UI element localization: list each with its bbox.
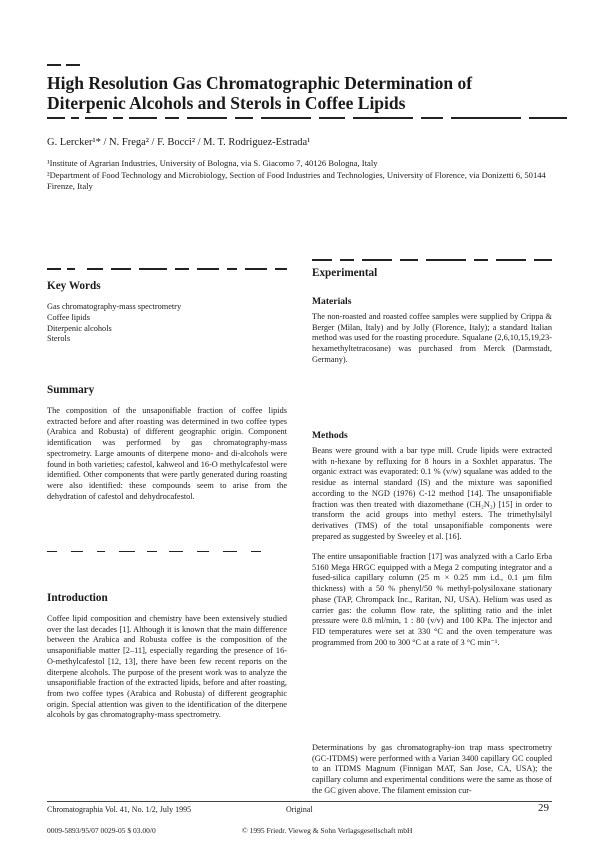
rule-top-left-2 xyxy=(66,64,80,66)
summary-dash-rule xyxy=(47,551,287,553)
methods-text-2: The entire unsaponifiable fraction [17] was analyzed with a Carlo Erba 5160 Mega HRGC equipped with a Mega 2 computing integrator and a fused-silica capillary column (25 m × 0.25 mm i.d., 0.1 μm film thickness) with a 50 % phenyl/50 % methyl-polysiloxane stationary phase (TAP, Chrompack Inc., Raritan, NJ, USA). Helium was used as carrier gas: the column flow rate, the splitting ratio and the inlet pressure were 0.8 ml/min, 1 : 80 (v/v) and 100 KPa. The injector and FID temperatures were set at 330 °C and the oven temperature was programmed from 200 to 300 °C at a rate of 3 °C min⁻¹. xyxy=(312,552,552,647)
affiliations xyxy=(47,158,567,193)
summary-heading: Summary xyxy=(47,384,95,396)
title-dash-rule xyxy=(47,117,567,119)
article-type: Original xyxy=(286,805,313,814)
issn-line: 0009-5893/95/07 0029-05 $ 03.00/0 xyxy=(47,826,156,835)
title-line-1: High Resolution Gas Chromatographic Determination of xyxy=(47,73,473,93)
keyword-item: Coffee lipids xyxy=(47,312,90,322)
summary-text: The composition of the unsaponifiable fraction of coffee lipids extracted before and after roasting was determined in two coffee types (Arabica and Robusta) of different geographic origin. Component identification was performed by gas chromatography-mass spectrometry. Large amounts of diterpene mono- and di-alcohols were found in both varieties; cafestol, kahweol and 16-O methylcafestol were identified. Other components that were partly generated during roasting were also identified: these compounds seem to arise from the dehydration of cafestol and dehydrocafestol. xyxy=(47,406,287,501)
keywords-heading: Key Words xyxy=(47,280,101,292)
keyword-item: Gas chromatography-mass spectrometry xyxy=(47,302,182,311)
copyright-line: © 1995 Friedr. Vieweg & Sohn Verlagsgesellschaft mbH xyxy=(242,826,413,835)
title-line-2: Diterpenic Alcohols and Sterols in Coffee Lipids xyxy=(47,93,406,113)
keyword-item: Diterpenic alcohols xyxy=(47,323,112,333)
footer-rule xyxy=(47,801,552,802)
methods-text-3: Determinations by gas chromatography-ion trap mass spectrometry (GC-ITDMS) were performed with a Varian 3400 capillary GC coupled to an ITDMS Magnum (Finnigan MAT, San Jose, CA, USA); the capillary column and experimental conditions were the same as those of the GC given above. The filament emission cur- xyxy=(312,743,552,795)
methods-heading: Methods xyxy=(312,430,348,441)
introduction-text: Coffee lipid composition and chemistry have been extensively studied over the last decades [1]. Although it is known that the main difference between the Arabica and Robusta coffee is the composition of the unsaponifiable matter [2–11], especially regarding the presence of 16-O-methylcafestol [12, 13], there have been few recent reports on the diterpene alcohols. The purpose of the present work was to analyze the unsaponifiable fraction of the extracted lipids, before and after roasting, from two coffee types (Arabica and Robusta) of different geographic origin. Special attention was given to the identification of the diterpene alcohols by gas chromatography-mass spectrometry. xyxy=(47,614,287,720)
rule-top-left xyxy=(47,64,61,66)
author-list: G. Lercker¹* / N. Frega² / F. Bocci² / M. T. Rodriguez-Estrada¹ xyxy=(47,137,311,148)
journal-citation: Chromatographia Vol. 41, No. 1/2, July 1995 xyxy=(47,805,192,814)
experimental-heading: Experimental xyxy=(312,267,378,279)
materials-heading: Materials xyxy=(312,296,352,307)
page-number: 29 xyxy=(538,802,549,814)
introduction-heading: Introduction xyxy=(47,592,108,604)
right-column-dash-rule xyxy=(312,259,552,261)
keywords-list xyxy=(47,302,287,345)
affiliation-2: ²Department of Food Technology and Microbiology, Section of Food Industries and Technologies, University of Florence, via Donizetti 6, 50144 Firenze, Italy xyxy=(47,169,546,191)
methods-text-1: Beans were ground with a bar type mill. Crude lipids were extracted with n-hexane by refluxing for 8 hours in a Soxhlet apparatus. The organic extract was evaporated: 0.1 % (v/w) squalane was added to the residue as internal standard (IS) and the mixture was saponified according to the NGD (1976) C-12 method [14]. The unsaponifiable fraction was then treated with diazomethane (CH₂N₂) [15] in order to transform the acid groups into methyl esters. The trimethylsilyl derivatives (TMS) of the total unsaponifiable components were prepared as suggested by Sweeley et al. [16]. xyxy=(312,446,552,541)
left-column-dash-rule xyxy=(47,268,287,270)
article-title xyxy=(47,73,567,113)
affiliation-1: ¹Institute of Agrarian Industries, University of Bologna, via S. Giacomo 7, 40126 Bologna, Italy xyxy=(47,158,378,168)
materials-text: The non-roasted and roasted coffee samples were supplied by Crippa & Berger (Milan, Italy) and by Jolly (Florence, Italy); a standard Italian method was used for the roasting procedure. Squalane (2,6,10,15,19,23-hexamethyltetracosane) was purchased from Merck (Darmstadt, Germany). xyxy=(312,312,552,364)
keyword-item: Sterols xyxy=(47,334,71,344)
